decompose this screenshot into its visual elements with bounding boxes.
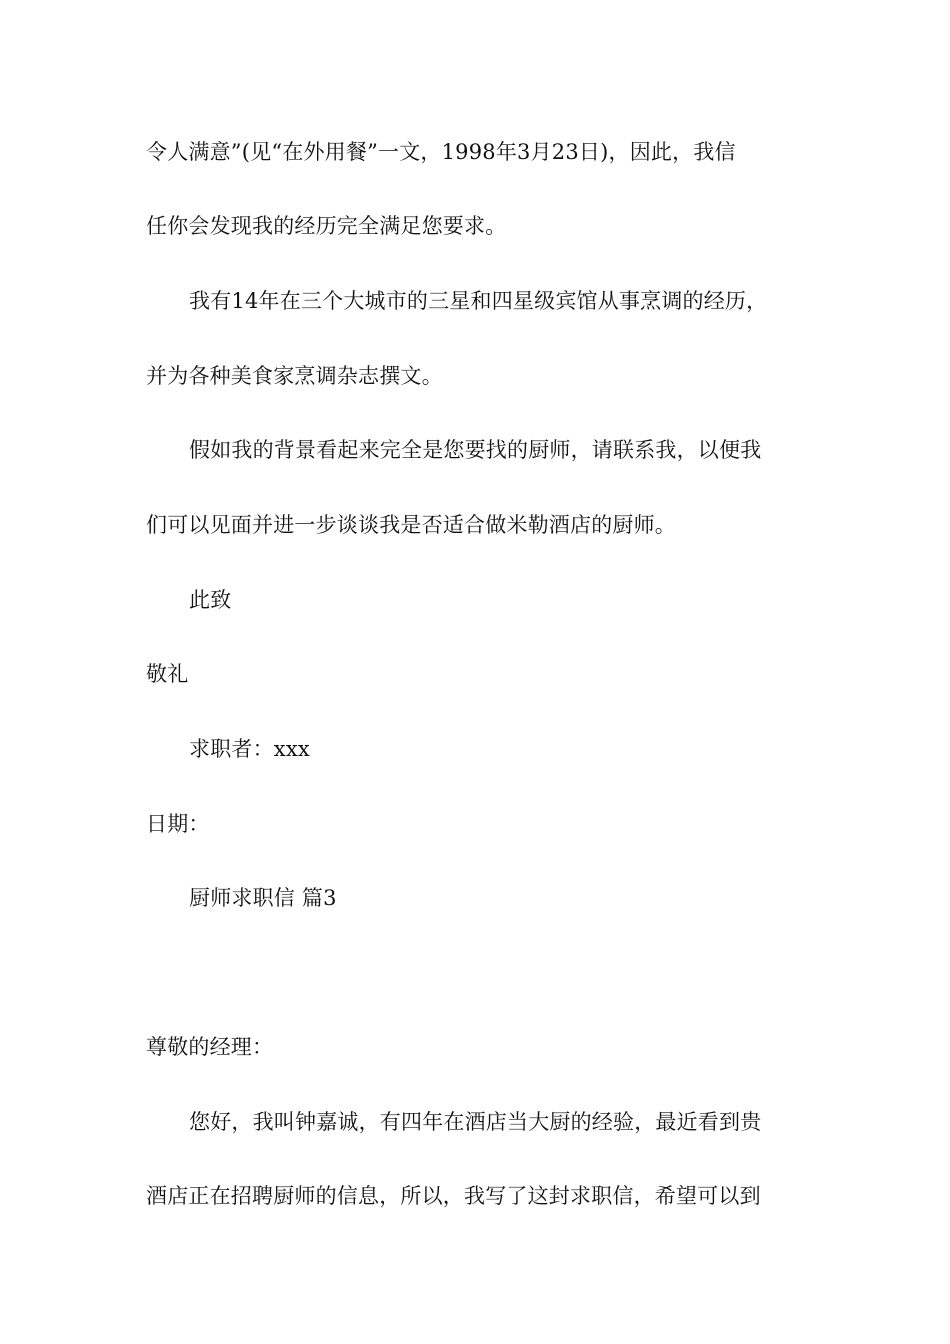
letter-greeting: 尊敬的经理： (146, 1035, 274, 1059)
paragraph-line: 我有14年在三个大城市的三星和四星级宾馆从事烹调的经历， (189, 289, 768, 313)
paragraph-line: 们可以见面并进一步谈谈我是否适合做米勒酒店的厨师。 (146, 513, 676, 537)
closing-regards: 敬礼 (146, 662, 189, 686)
date-line: 日期： (146, 812, 210, 836)
paragraph-line: 令人满意”(见“在外用餐”一文，1998年3月23日)，因此，我信 (146, 140, 736, 164)
paragraph-line: 任你会发现我的经历完全满足您要求。 (146, 214, 507, 238)
paragraph-line: 假如我的背景看起来完全是您要找的厨师，请联系我，以便我 (189, 438, 762, 462)
paragraph-line: 您好，我叫钟嘉诚，有四年在酒店当大厨的经验，最近看到贵 (189, 1110, 762, 1134)
section-heading: 厨师求职信 篇3 (189, 886, 337, 910)
applicant-signature: 求职者：xxx (189, 737, 310, 761)
paragraph-line: 酒店正在招聘厨师的信息，所以，我写了这封求职信，希望可以到 (146, 1184, 761, 1208)
paragraph-line: 并为各种美食家烹调杂志撰文。 (146, 364, 443, 388)
closing-salutation: 此致 (189, 588, 232, 612)
